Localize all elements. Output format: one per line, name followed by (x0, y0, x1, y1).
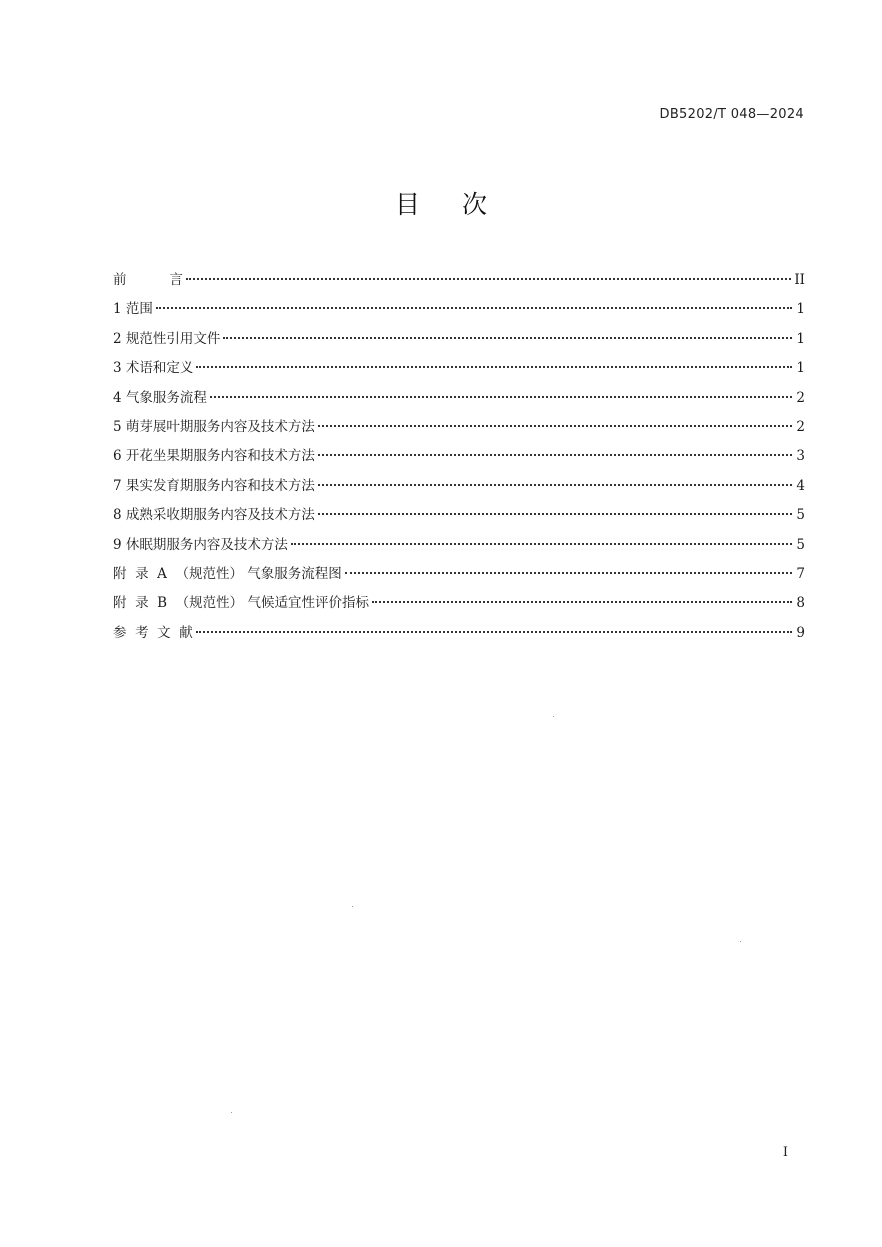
toc-entry-label: 6 开花坐果期服务内容和技术方法 (113, 448, 315, 465)
toc-entry-page: 1 (796, 301, 805, 318)
toc-entry-appendix-a[interactable] (113, 564, 805, 593)
toc-entry-page: 2 (796, 389, 805, 406)
toc-entry-label: 附 录 A （规范性） 气象服务流程图 (113, 565, 342, 582)
scan-speck (553, 716, 554, 717)
scan-speck (231, 1112, 232, 1113)
toc-entry-4[interactable] (113, 388, 805, 417)
toc-entry-6[interactable] (113, 446, 805, 475)
toc-entry-label: 前 言 (113, 272, 183, 288)
toc-list (113, 270, 805, 652)
doc-code: DB5202/T 048—2024 (659, 107, 804, 122)
toc-leader (186, 278, 791, 280)
toc-entry-page: 2 (796, 418, 805, 435)
toc-entry-5[interactable] (113, 417, 805, 446)
toc-entry-foreword[interactable] (113, 270, 805, 299)
toc-leader (318, 484, 792, 486)
toc-entry-label: 2 规范性引用文件 (113, 330, 221, 347)
toc-entry-page: II (794, 272, 805, 288)
toc-leader (156, 307, 792, 309)
toc-entry-page: 7 (796, 565, 805, 582)
toc-title-left: 目 (394, 190, 420, 219)
toc-entry-label: 7 果实发育期服务内容和技术方法 (113, 477, 315, 494)
toc-leader (291, 543, 792, 545)
toc-leader (345, 572, 792, 574)
page-number: I (782, 1145, 788, 1160)
toc-entry-page: 5 (796, 507, 805, 524)
toc-entry-1[interactable] (113, 299, 805, 328)
toc-entry-2[interactable] (113, 329, 805, 358)
toc-entry-page: 5 (796, 536, 805, 553)
toc-leader (372, 601, 792, 603)
toc-entry-label: 1 范围 (113, 301, 153, 318)
toc-entry-appendix-b[interactable] (113, 593, 805, 622)
toc-leader (196, 366, 792, 368)
scan-speck (352, 906, 353, 907)
toc-leader (318, 454, 792, 456)
toc-title-right: 次 (462, 190, 488, 219)
toc-entry-page: 8 (796, 595, 805, 612)
toc-entry-references[interactable] (113, 623, 805, 652)
toc-title (0, 185, 882, 221)
toc-leader (196, 631, 792, 633)
toc-entry-page: 1 (796, 330, 805, 347)
toc-leader (318, 425, 792, 427)
toc-entry-3[interactable] (113, 358, 805, 387)
toc-entry-label: 参 考 文 献 (113, 624, 193, 641)
toc-entry-label: 3 术语和定义 (113, 360, 194, 377)
toc-leader (223, 337, 792, 339)
toc-entry-page: 3 (796, 448, 805, 465)
scan-speck (740, 941, 741, 942)
toc-entry-label: 5 萌芽展叶期服务内容及技术方法 (113, 418, 315, 435)
toc-entry-7[interactable] (113, 476, 805, 505)
toc-entry-label: 9 休眠期服务内容及技术方法 (113, 536, 288, 553)
toc-entry-8[interactable] (113, 505, 805, 534)
toc-entry-9[interactable] (113, 535, 805, 564)
toc-entry-page: 4 (796, 477, 805, 494)
toc-entry-label: 附 录 B （规范性） 气候适宜性评价指标 (113, 595, 369, 612)
toc-entry-label: 8 成熟采收期服务内容及技术方法 (113, 507, 315, 524)
toc-leader (210, 396, 792, 398)
toc-entry-page: 1 (796, 360, 805, 377)
toc-entry-page: 9 (796, 624, 805, 641)
toc-leader (318, 513, 792, 515)
toc-entry-label: 4 气象服务流程 (113, 389, 207, 406)
